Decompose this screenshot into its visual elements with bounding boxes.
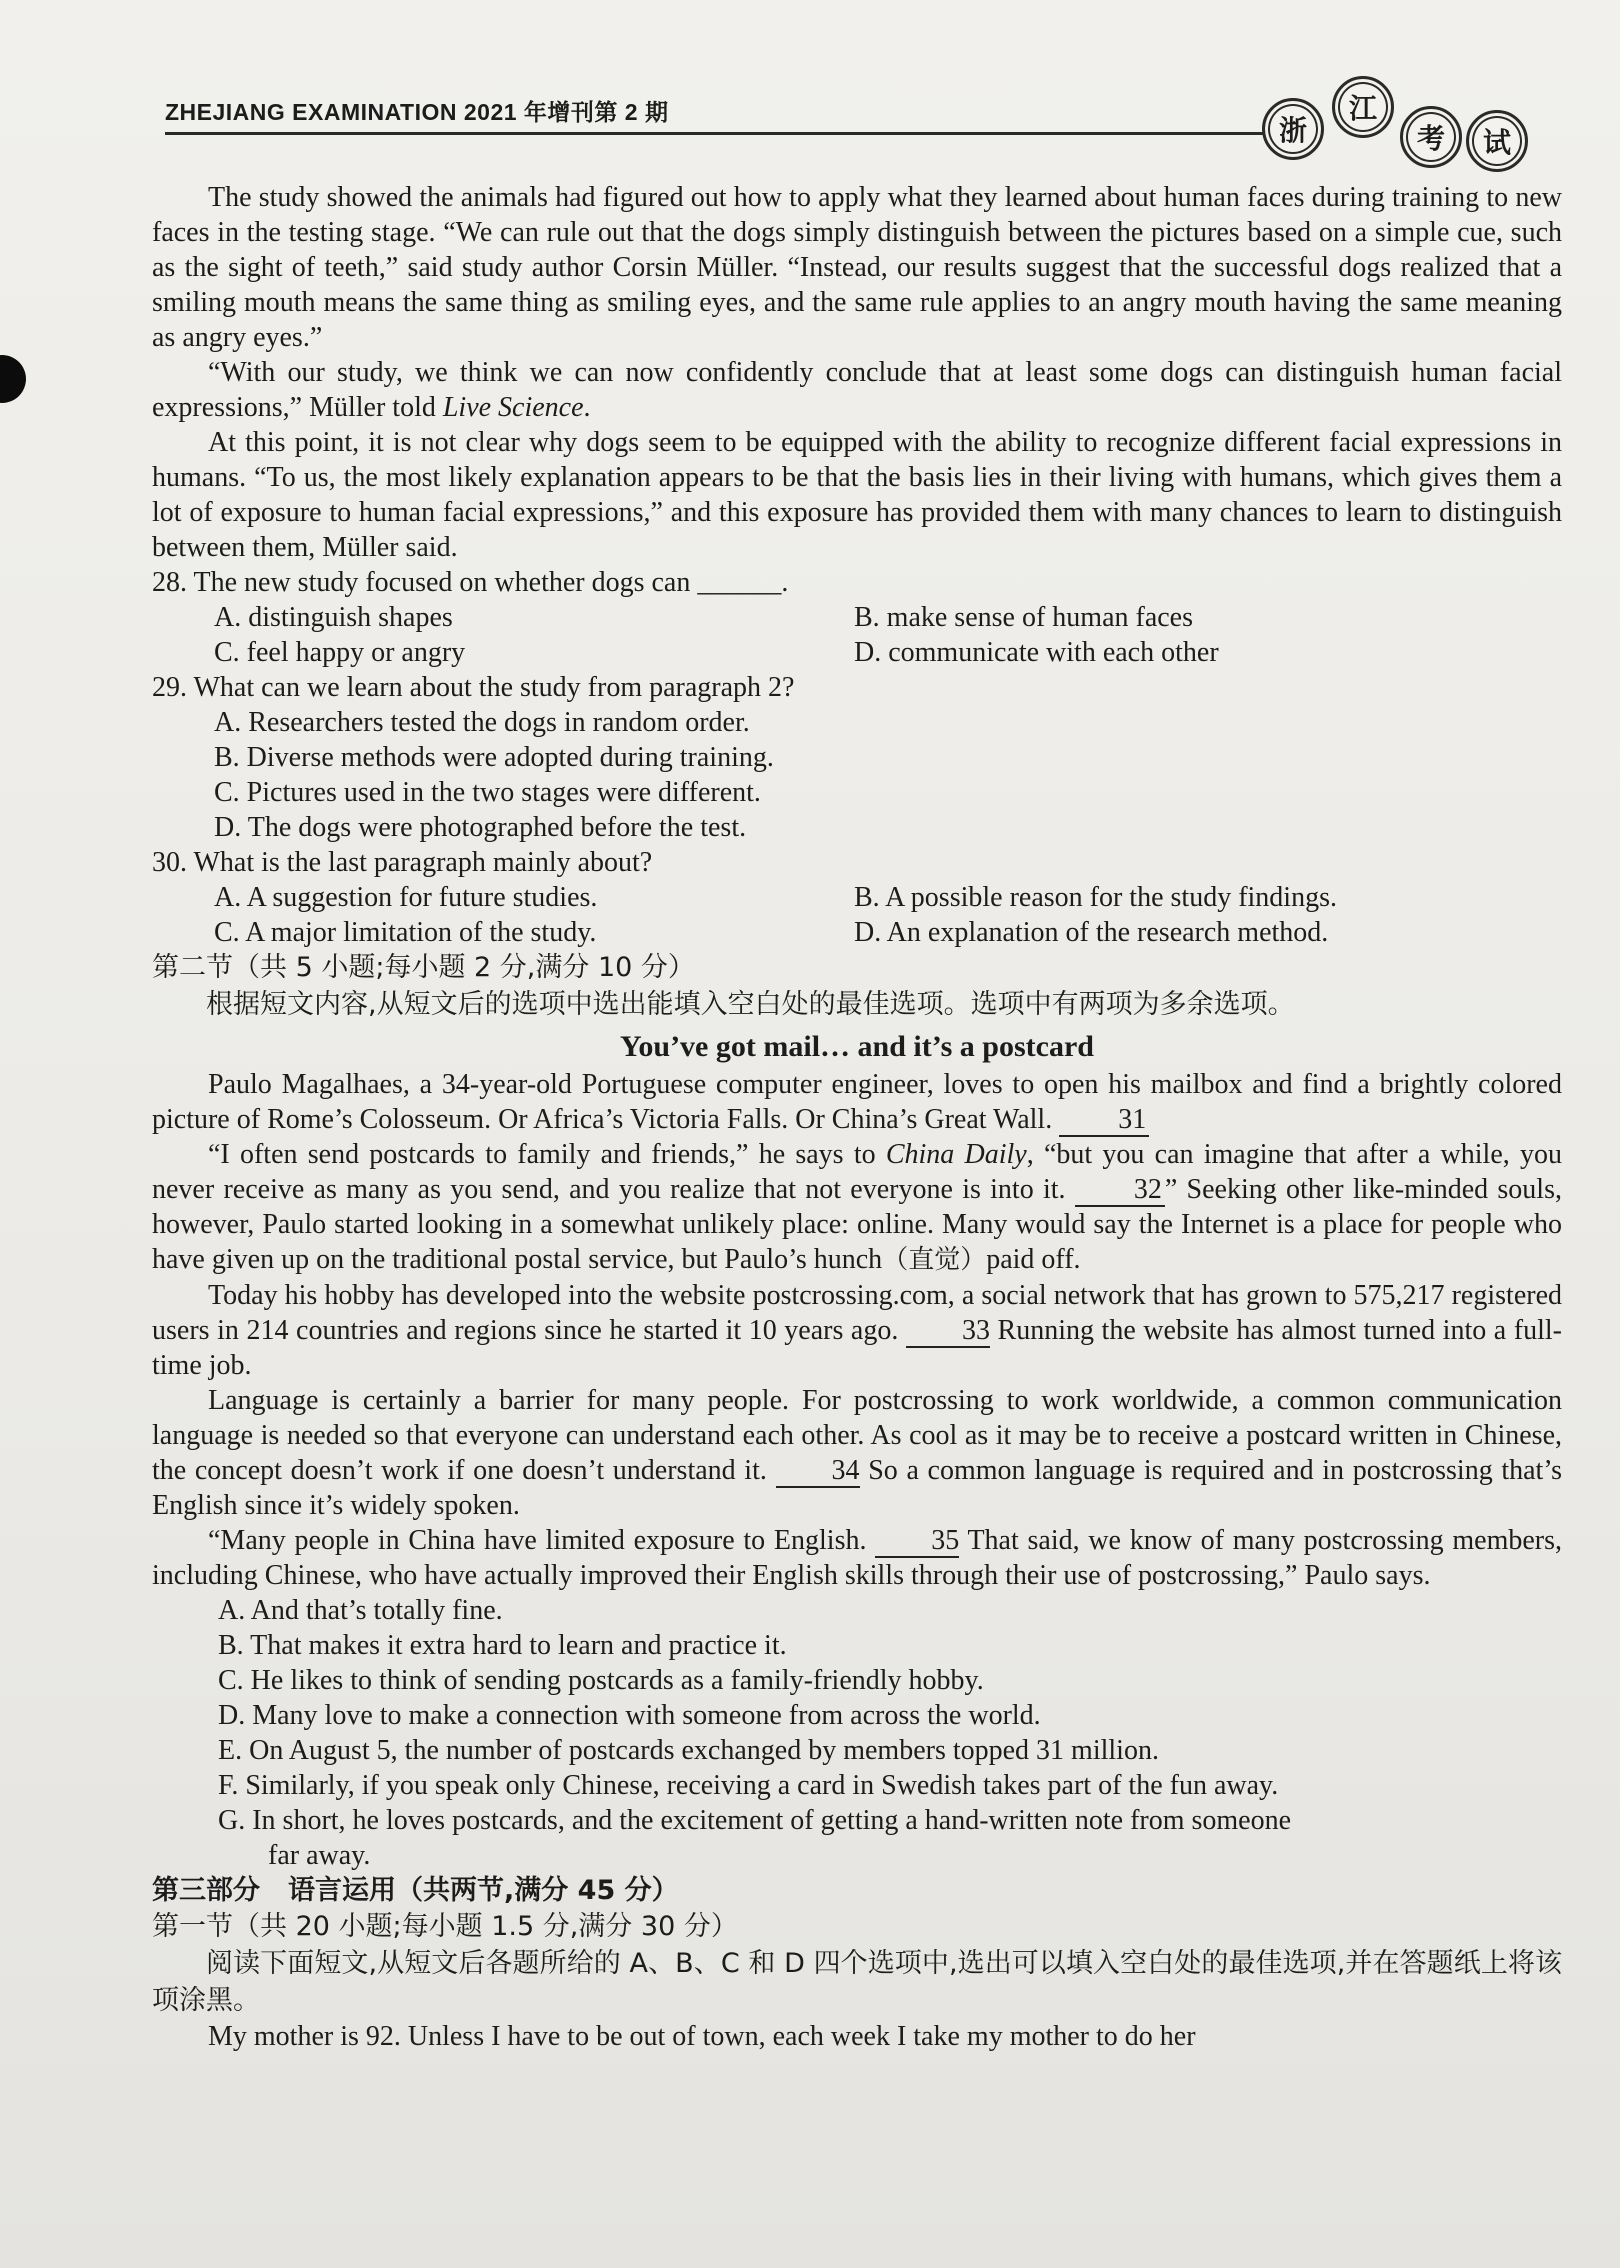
answer-option: C. feel happy or angry — [214, 637, 466, 668]
passage-paragraph — [152, 1278, 1562, 1383]
passage-paragraph — [152, 1137, 1562, 1278]
answer-option: D. communicate with each other — [854, 637, 1219, 668]
passage-paragraph: The study showed the animals had figured out how to apply what they learned about human faces during training to new faces in the testing stage. “We can rule out that the dogs simply distinguish between the pictures based on a simple cue, such as the sight of teeth,” said study author Corsin Müller. “Instead, our results suggest that the successful dogs realized that a smiling mouth means the same thing as smiling eyes, and the same rule applies to an angry mouth having the same meaning as angry eyes.” — [152, 182, 1562, 353]
option-text: G. In short, he loves postcards, and the excitement of getting a hand-written note from someone — [218, 1805, 1292, 1836]
paragraph-text: ” Seeking other like-minded souls, however, Paulo started looking in a somewhat unlikely place: online. Many would say the Internet is a place for people who have given up on the traditional postal service, but Paulo’s hunch — [152, 1174, 1562, 1275]
passage-paragraph: My mother is 92. Unless I have to be out of town, each week I take my mother to do her — [208, 2021, 1196, 2052]
paragraph-text: “Many people in China have limited exposure to English. — [208, 1525, 867, 1556]
answer-option: C. A major limitation of the study. — [214, 917, 597, 948]
question-stem: 30. What is the last paragraph mainly about? — [152, 847, 653, 878]
blank-32: 32 — [1075, 1175, 1165, 1207]
passage-paragraph — [152, 1523, 1562, 1593]
chinese-gloss: （直觉） — [882, 1245, 987, 1275]
part-title: 语言运用（共两节,满分 45 分） — [288, 1875, 679, 1906]
question-stem: 28. The new study focused on whether dogs can ______. — [152, 567, 789, 598]
seal-char: 江 — [1332, 76, 1394, 138]
passage-paragraph — [152, 355, 1562, 425]
paragraph-text: paid off. — [986, 1244, 1081, 1275]
question-options — [152, 705, 1562, 845]
passage-paragraph — [152, 1383, 1562, 1523]
paragraph-text: , “but you can imagine that after a while, you never receive as many as you send, and you realize that not everyone is into it. — [152, 1139, 1562, 1205]
paragraph-text: Running the website has almost turned into a full-time job. — [152, 1315, 1563, 1381]
part-label: 第三部分 — [152, 1875, 260, 1906]
paragraph-text: So a common language is required and in postcrossing that’s English since it’s widely spoken. — [152, 1455, 1563, 1521]
answer-option: D. An explanation of the research method. — [854, 917, 1329, 948]
seal-char: 试 — [1466, 110, 1528, 172]
answer-option: D. The dogs were photographed before the test. — [214, 812, 747, 843]
sentence-option: F. Similarly, if you speak only Chinese, receiving a card in Swedish takes part of the fun away. — [218, 1770, 1279, 1801]
passage-paragraph — [152, 1067, 1562, 1137]
answer-option: C. Pictures used in the two stages were different. — [214, 777, 761, 808]
passage-title: You’ve got mail… and it’s a postcard — [620, 1030, 1094, 1063]
blank-34: 34 — [776, 1456, 860, 1488]
source-title: China Daily — [885, 1139, 1027, 1170]
blank-31: 31 — [1059, 1105, 1149, 1137]
header-rule — [165, 132, 1275, 135]
sentence-option: D. Many love to make a connection with someone from across the world. — [218, 1700, 1041, 1731]
page-content — [152, 180, 1562, 2054]
section-heading: 第一节（共 20 小题;每小题 1.5 分,满分 30 分） — [152, 1911, 738, 1942]
answer-option: A. A suggestion for future studies. — [214, 882, 598, 913]
sentence-option: A. And that’s totally fine. — [218, 1595, 503, 1626]
section-instruction: 阅读下面短文,从短文后各题所给的 A、B、C 和 D 四个选项中,选出可以填入空白处的最佳选项,并在答题纸上将该项涂黑。 — [152, 1948, 1562, 2016]
blank-35: 35 — [875, 1526, 959, 1558]
answer-option: A. Researchers tested the dogs in random order. — [214, 707, 750, 738]
paragraph-text: That said, we know of many postcrossing members, including Chinese, who have actually improved their English skills through their use of postcrossing,” Paulo says. — [152, 1525, 1563, 1591]
question-options — [152, 880, 1562, 950]
answer-option: B. make sense of human faces — [854, 602, 1193, 633]
running-head-text: ZHEJIANG EXAMINATION 2021 年增刊第 2 期 — [165, 99, 669, 125]
zhejiang-exam-seals — [1262, 76, 1532, 176]
option-text-continued: far away. — [268, 1840, 371, 1871]
paragraph-text: Paulo Magalhaes, a 34-year-old Portuguese computer engineer, loves to open his mailbox and find a brightly colored picture of Rome’s Colosseum. Or Africa’s Victoria Falls. Or China’s Great Wall. — [152, 1069, 1562, 1135]
answer-option: A. distinguish shapes — [214, 602, 453, 633]
sentence-option: B. That makes it extra hard to learn and practice it. — [218, 1630, 787, 1661]
passage-paragraph: At this point, it is not clear why dogs seem to be equipped with the ability to recognize different facial expressions in humans. “To us, the most likely explanation appears to be that the basis lies in their living with humans, which gives them a lot of exposure to human facial expressions,” and this exposure has provided them with many chances to learn to distinguish between them, Müller said. — [152, 427, 1562, 563]
question-stem: 29. What can we learn about the study from paragraph 2? — [152, 672, 795, 703]
paragraph-text: “I often send postcards to family and friends,” he says to — [208, 1139, 886, 1170]
sentence-option — [152, 1803, 1562, 1873]
blank-33: 33 — [906, 1316, 990, 1348]
paragraph-text: . — [583, 392, 591, 423]
source-title: Live Science — [442, 392, 584, 423]
section-instruction: 根据短文内容,从短文后的选项中选出能填入空白处的最佳选项。选项中有两项为多余选项。 — [206, 989, 1295, 1020]
sentence-option: E. On August 5, the number of postcards exchanged by members topped 31 million. — [218, 1735, 1159, 1766]
sentence-option: C. He likes to think of sending postcards as a family-friendly hobby. — [218, 1665, 984, 1696]
question-options — [152, 600, 1562, 670]
part-heading — [152, 1873, 1562, 1909]
section-heading: 第二节（共 5 小题;每小题 2 分,满分 10 分） — [152, 952, 695, 983]
seal-char: 考 — [1400, 106, 1462, 168]
answer-option: B. A possible reason for the study findings. — [854, 882, 1337, 913]
binder-hole — [0, 355, 26, 403]
seal-char: 浙 — [1262, 98, 1324, 160]
answer-option: B. Diverse methods were adopted during training. — [214, 742, 774, 773]
paragraph-text: Today his hobby has developed into the website postcrossing.com, a social network that has grown to 575,217 registered users in 214 countries and regions since he started it 10 years ago. — [152, 1280, 1562, 1346]
paragraph-text: “With our study, we think we can now confidently conclude that at least some dogs can distinguish human facial expressions,” Müller told — [152, 357, 1562, 423]
paragraph-text: Language is certainly a barrier for many people. For postcrossing to work worldwide, a common communication language is needed so that everyone can understand each other. As cool as it may be to receive a postcard written in Chinese, the concept doesn’t work if one doesn’t understand it. — [152, 1385, 1562, 1486]
